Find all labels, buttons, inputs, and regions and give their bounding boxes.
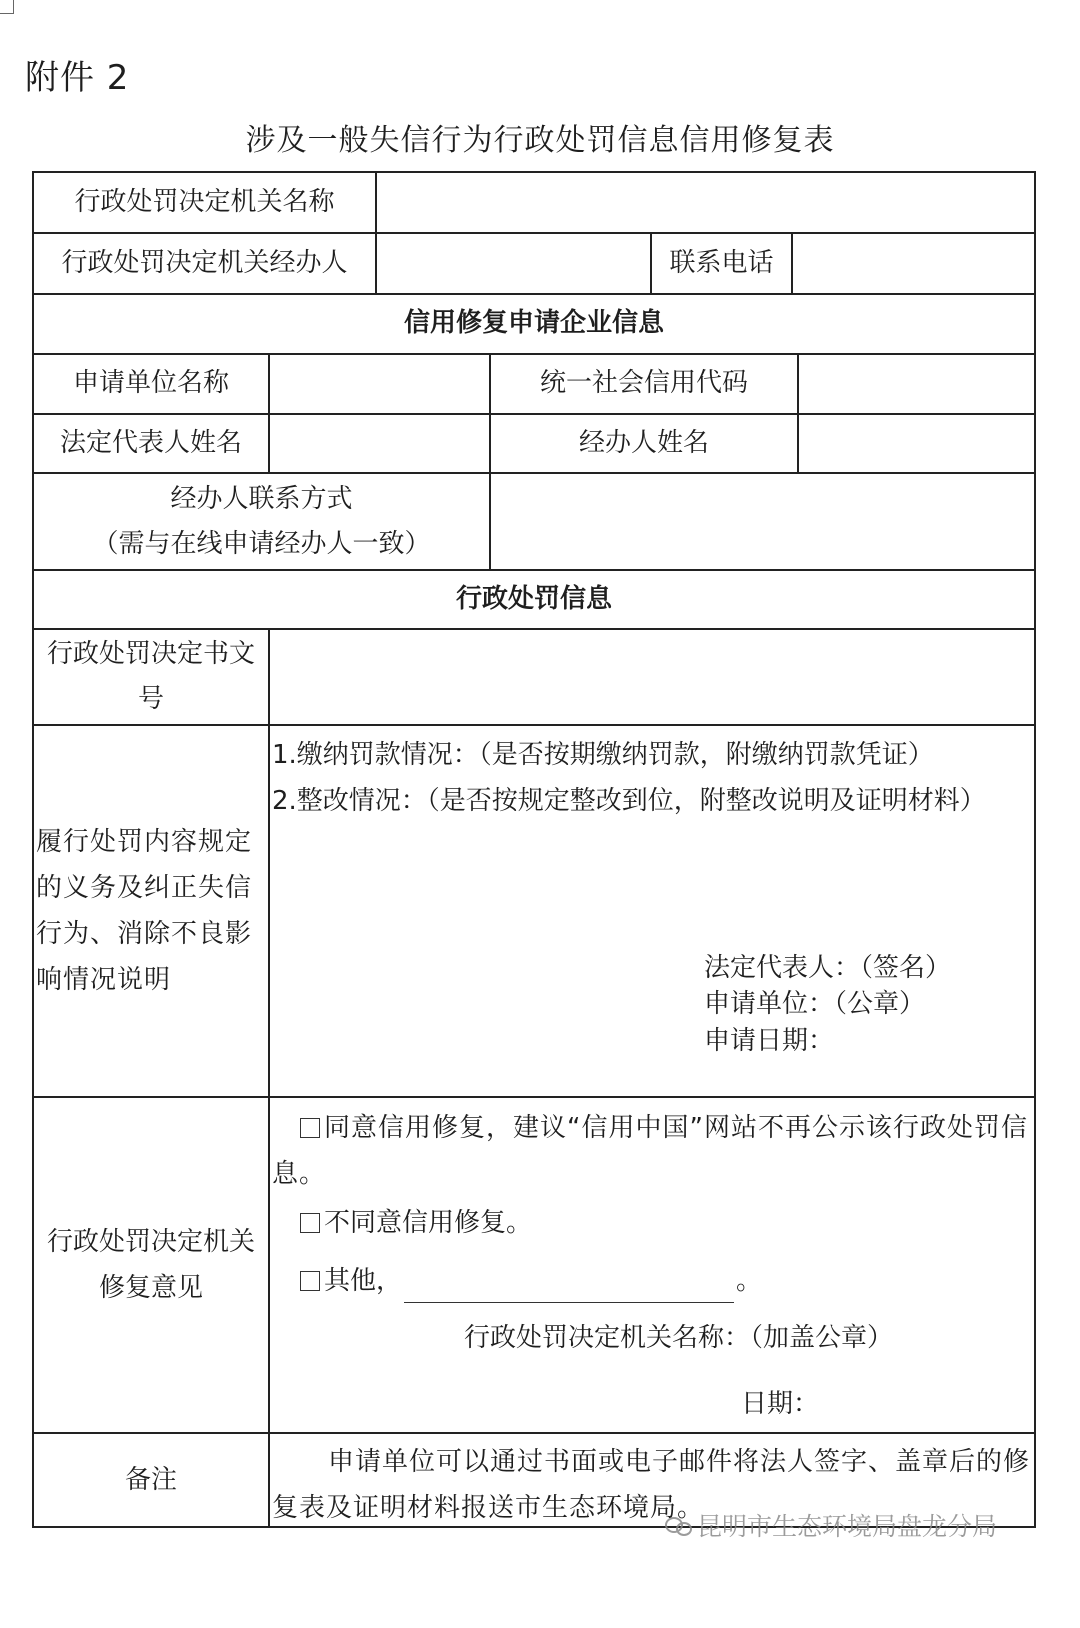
contact-phone-field[interactable] [793,234,1032,293]
handler-contact-label [34,474,489,569]
credit-code-field[interactable] [799,355,1032,413]
fulfillment-label-line: 响情况说明 [36,965,172,995]
penalty-section-header: 行政处罚信息 [455,583,612,614]
other-blank-field[interactable] [404,1280,734,1303]
handler-name-label: 经办人姓名 [578,427,709,458]
fulfillment-label-line: 行为、消除不良影 [36,919,253,949]
applicant-name-label: 申请单位名称 [72,368,229,399]
applicant-name-field[interactable] [270,355,489,413]
repair-opinion-label-line2: 修复意见 [98,1273,203,1303]
repair-opinion-label [34,1098,268,1432]
attachment-label: 附件 2 [25,58,130,98]
watermark-text: 昆明市生态环境局盘龙分局 [697,1512,998,1541]
authority-name-label: 行政处罚决定机关名称 [74,186,335,217]
legal-rep-signature: 法定代表人：（签名） [704,953,952,983]
remarks-text: 申请单位可以通过书面或电子邮件将法人签字、盖章后的修复表及证明材料报送市生态环境局。 [272,1447,1031,1523]
legal-rep-field[interactable] [270,415,489,472]
apply-date: 申请日期： [704,1026,835,1056]
option-agree [272,1105,1032,1197]
agree-checkbox[interactable] [300,1118,320,1138]
applicant-seal: 申请单位：（公章） [704,989,926,1019]
watermark [665,1507,997,1543]
decision-number-label-line1: 行政处罚决定书文 [46,638,255,669]
fine-payment-item: 1.缴纳罚款情况：（是否按期缴纳罚款，附缴纳罚款凭证） [272,740,934,770]
option-other-suffix: 。 [736,1266,763,1296]
other-checkbox[interactable] [300,1271,320,1291]
credit-repair-form-table [32,171,1036,1528]
legal-rep-label: 法定代表人姓名 [59,427,242,458]
option-disagree-text: 不同意信用修复。 [324,1208,533,1238]
repair-opinion-label-line1: 行政处罚决定机关 [46,1227,255,1257]
decision-number-field[interactable] [270,630,1032,724]
authority-seal: 行政处罚决定机关名称：（加盖公章） [464,1323,894,1353]
opinion-date: 日期： [741,1389,820,1419]
option-other [300,1261,762,1303]
authority-handler-field[interactable] [377,234,650,293]
option-agree-text: 同意信用修复，建议“信用中国”网站不再公示该行政处罚信息。 [272,1113,1028,1189]
document-corner-mark [0,0,14,14]
option-other-prefix: 其他， [324,1266,403,1296]
decision-number-label [34,630,268,724]
fulfillment-label [36,726,268,1096]
remarks-label: 备注 [124,1465,177,1496]
fulfillment-label-line: 的义务及纠正失信 [36,873,253,903]
handler-name-field[interactable] [799,415,1032,472]
form-title: 涉及一般失信行为行政处罚信息信用修复表 [245,123,835,158]
option-disagree [300,1203,532,1245]
rectification-item: 2.整改情况：（是否按规定整改到位，附整改说明及证明材料） [272,786,986,816]
handler-contact-label-line2: （需与在线申请经办人一致） [92,528,431,559]
authority-name-field[interactable] [377,173,1032,232]
contact-phone-label: 联系电话 [669,247,774,278]
disagree-checkbox[interactable] [300,1213,320,1233]
handler-contact-label-line1: 经办人联系方式 [170,484,353,515]
column-divider [268,628,270,1528]
credit-code-label: 统一社会信用代码 [539,368,748,399]
decision-number-label-line2: 号 [137,684,164,714]
wechat-icon [665,1515,691,1535]
fulfillment-label-line: 履行处罚内容规定 [36,827,253,857]
authority-handler-label: 行政处罚决定机关经办人 [61,247,348,278]
handler-contact-field[interactable] [491,474,1032,569]
applicant-section-header: 信用修复申请企业信息 [403,308,664,339]
